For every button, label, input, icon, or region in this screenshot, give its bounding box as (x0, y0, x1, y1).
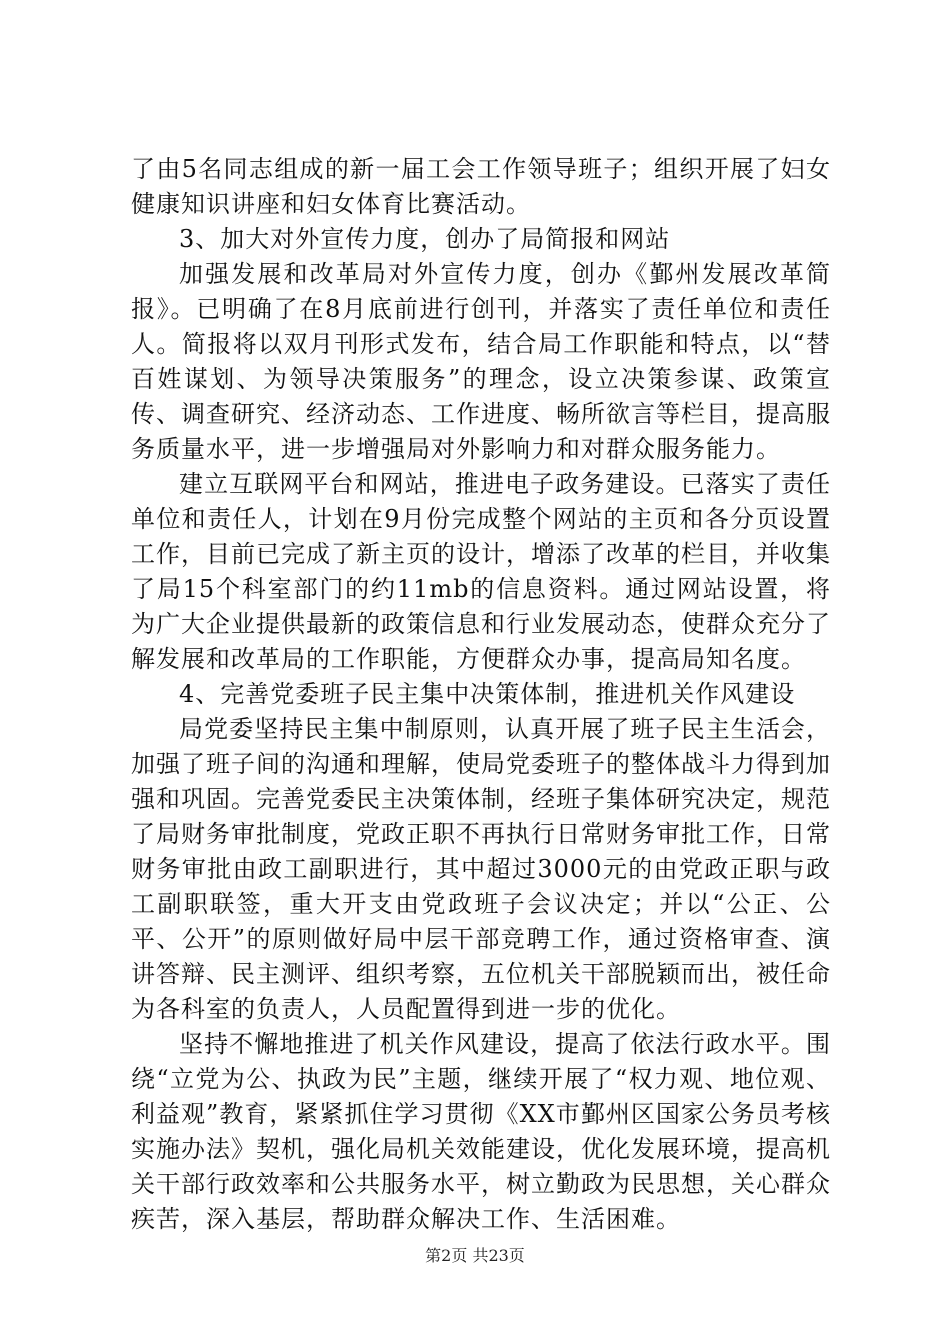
paragraph-party-committee: 局党委坚持民主集中制原则，认真开展了班子民主生活会，加强了班子间的沟通和理解，使局党委班子的整体战斗力得到加强和巩固。完善党委民主决策体制，经班子集体研究决定，规范了局财务审批制度，党政正职不再执行日常财务审批工作，日常财务审批由政工副职进行，其中超过3000元的由党政正职与政工副职联签，重大开支由党政班子会议决定；并以“公正、公平、公开”的原则做好局中层干部竞聘工作，通过资格审查、演讲答辩、民主测评、组织考察，五位机关干部脱颖而出，被任命为各科室的负责人，人员配置得到进一步的优化。 (131, 715, 831, 1023)
paragraph-work-style: 坚持不懈地推进了机关作风建设，提高了依法行政水平。围绕“立党为公、执政为民”主题，继续开展了“权力观、地位观、利益观”教育，紧紧抓住学习贯彻《XX市鄞州区国家公务员考核实施办法》契机，强化局机关效能建设，优化发展环境，提高机关干部行政效率和公共服务水平，树立勤政为民思想，关心群众疾苦，深入基层，帮助群众解决工作、生活困难。 (131, 1030, 831, 1233)
section-heading-3: 3、加大对外宣传力度，创办了局简报和网站 (179, 225, 671, 253)
paragraph-continued: 了由5名同志组成的新一届工会工作领导班子；组织开展了妇女健康知识讲座和妇女体育比赛活动。 (131, 155, 831, 218)
section-heading-4: 4、完善党委班子民主集中决策体制，推进机关作风建设 (179, 680, 796, 708)
paragraph-website: 建立互联网平台和网站，推进电子政务建设。已落实了责任单位和责任人，计划在9月份完成整个网站的主页和各分页设置工作，目前已完成了新主页的设计，增添了改革的栏目，并收集了局15个科室部门的约11mb的信息资料。通过网站设置，将为广大企业提供最新的政策信息和行业发展动态，使群众充分了解发展和改革局的工作职能，方便群众办事，提高局知名度。 (131, 470, 831, 673)
paragraph-briefing: 加强发展和改革局对外宣传力度，创办《鄞州发展改革简报》。已明确了在8月底前进行创刊，并落实了责任单位和责任人。简报将以双月刊形式发布，结合局工作职能和特点，以“替百姓谋划、为领导决策服务”的理念，设立决策参谋、政策宣传、调查研究、经济动态、工作进度、畅所欲言等栏目，提高服务质量水平，进一步增强局对外影响力和对群众服务能力。 (131, 260, 831, 463)
page-footer: 第2页 共23页 (425, 1246, 525, 1265)
document-body (131, 152, 831, 1237)
